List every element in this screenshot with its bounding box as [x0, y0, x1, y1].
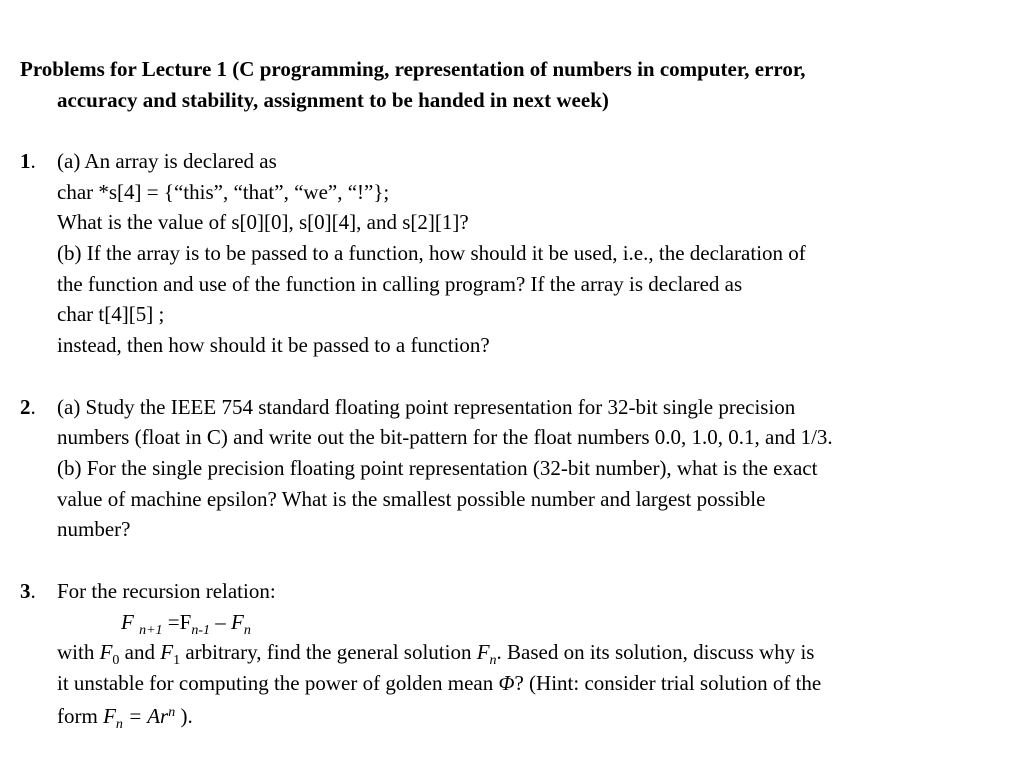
- title-line-1: Problems for Lecture 1 (C programming, representation of numbers in computer, error,: [20, 57, 806, 81]
- problem-1-declaration: char *s[4] = {“this”, “that”, “we”, “!”};: [57, 180, 390, 204]
- problem-2-line-2: numbers (float in C) and write out the bit-pattern for the float numbers 0.0, 1.0, 0.1, and 1/3.: [57, 425, 833, 449]
- problem-1-line-a: (a) An array is declared as: [57, 149, 277, 173]
- problem-1-line-b2: the function and use of the function in calling program? If the array is declared as: [57, 272, 743, 296]
- problem-2-line-3: (b) For the single precision floating point representation (32-bit number), what is the exact: [57, 456, 818, 480]
- problem-2-line-1: (a) Study the IEEE 754 standard floating point representation for 32-bit single precision: [57, 395, 796, 419]
- problem-2-number: 2.: [20, 395, 36, 419]
- title-line-2: accuracy and stability, assignment to be handed in next week): [57, 88, 609, 112]
- problem-3-line-unstable: it unstable for computing the power of golden mean Φ? (Hint: consider trial solution of the: [57, 671, 822, 695]
- problem-3-line-form: form $F_n = Ar^n$ ).: [57, 704, 193, 732]
- problem-2-line-4: value of machine epsilon? What is the smallest possible number and largest possible: [57, 487, 766, 511]
- problem-3-intro: For the recursion relation:: [57, 579, 276, 603]
- problem-1-question-b: instead, then how should it be passed to a function?: [57, 333, 490, 357]
- problem-1-number: 1.: [20, 149, 36, 173]
- problem-3-number: 3.: [20, 579, 36, 603]
- problem-2-line-5: number?: [57, 517, 131, 541]
- problem-1-question-a: What is the value of s[0][0], s[0][4], and s[2][1]?: [57, 210, 469, 234]
- problem-1-declaration-2: char t[4][5] ;: [57, 302, 165, 326]
- problem-3-line-with: with $F_0$ and $F_1$ arbitrary, find the general solution $F_n$. Based on its solution, discuss why is: [57, 640, 815, 668]
- recursion-formula: F $_{n+1} =F_{n-1} - F_n$: [121, 610, 251, 638]
- problem-1-line-b: (b) If the array is to be passed to a function, how should it be used, i.e., the declaration of: [57, 241, 806, 265]
